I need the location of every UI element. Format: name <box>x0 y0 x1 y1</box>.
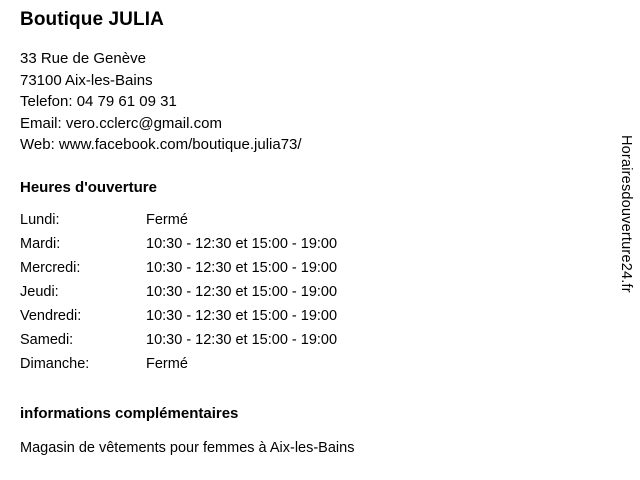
address-city: 73100 Aix-les-Bains <box>20 71 153 89</box>
opening-hours-table <box>20 212 337 380</box>
site-branding-vertical: Horairesdouverture24.fr <box>618 135 634 293</box>
additional-info-text: Magasin de vêtements pour femmes à Aix-les-Bains <box>20 439 355 456</box>
table-row <box>20 212 337 236</box>
day-hours: 10:30 - 12:30 et 15:00 - 19:00 <box>146 259 338 276</box>
opening-hours-heading: Heures d'ouverture <box>20 178 157 196</box>
address-street: 33 Rue de Genève <box>20 50 146 67</box>
day-hours: 10:30 - 12:30 et 15:00 - 19:00 <box>146 283 338 300</box>
table-row <box>20 332 337 356</box>
contact-block <box>20 48 600 156</box>
day-hours: Fermé <box>146 355 188 372</box>
day-label: Vendredi: <box>20 307 82 324</box>
day-label: Dimanche: <box>20 355 90 372</box>
table-row <box>20 308 337 332</box>
table-row <box>20 260 337 284</box>
table-row <box>20 356 337 380</box>
phone-line: Telefon: 04 79 61 09 31 <box>20 93 177 110</box>
table-row <box>20 236 337 260</box>
day-hours: 10:30 - 12:30 et 15:00 - 19:00 <box>146 307 338 324</box>
day-label: Lundi: <box>20 211 60 228</box>
day-label: Jeudi: <box>20 283 59 300</box>
web-line: Web: www.facebook.com/boutique.julia73/ <box>20 136 302 153</box>
email-line: Email: vero.cclerc@gmail.com <box>20 114 222 132</box>
day-label: Mercredi: <box>20 259 81 276</box>
page-title: Boutique JULIA <box>20 9 164 30</box>
additional-info-heading: informations complémentaires <box>20 404 239 422</box>
day-hours: Fermé <box>146 211 188 228</box>
table-row <box>20 284 337 308</box>
store-info-page <box>20 8 600 458</box>
day-hours: 10:30 - 12:30 et 15:00 - 19:00 <box>146 331 338 348</box>
day-label: Samedi: <box>20 331 74 348</box>
day-label: Mardi: <box>20 235 61 252</box>
day-hours: 10:30 - 12:30 et 15:00 - 19:00 <box>146 235 338 252</box>
